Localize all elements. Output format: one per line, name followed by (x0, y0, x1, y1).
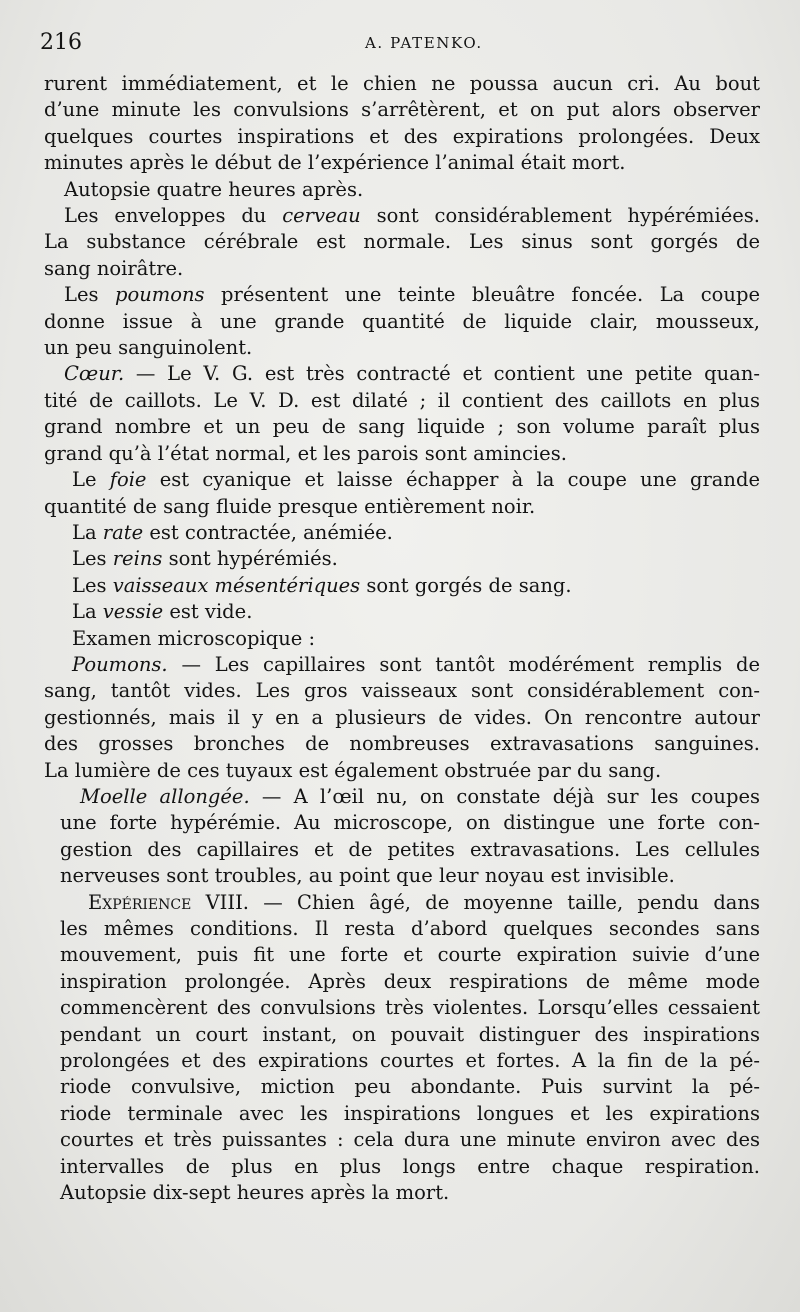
text-line: intervalles de plus en plus longs entre chaque respiration. (60, 1154, 760, 1178)
text-line: tité de caillots. Le V. D. est dilaté ; il contient des caillots en plus (44, 388, 760, 412)
text-line: minutes après le début de l’expérience l’animal était mort. (44, 151, 626, 175)
text-line: les mêmes conditions. Il resta d’abord quelques secondes sans (60, 917, 760, 940)
text-line: d’une minute les convulsions s’arrêtèrent, et on put alors observer (44, 98, 760, 122)
page-header (40, 30, 760, 60)
text-line: Les enveloppes du cerveau sont considérablement hypérémiées. (64, 204, 760, 228)
text-line: rurent immédiatement, et le chien ne poussa aucun cri. Au bout (44, 72, 760, 95)
text-line: Les poumons présentent une teinte bleuâtre foncée. La coupe (64, 283, 761, 307)
text-line: La rate est contractée, anémiée. (72, 520, 393, 544)
text-line: pendant un court instant, on pouvait distinguer des inspirations (60, 1022, 760, 1046)
text-line: riode terminale avec les inspirations longues et les expirations (60, 1101, 760, 1125)
text-line: gestion des capillaires et de petites extravasations. Les cellules (60, 837, 760, 861)
text-line: donne issue à une grande quantité de liquide clair, mousseux, (44, 309, 760, 333)
text-line: La lumière de ces tuyaux est également obstruée par du sang. (44, 758, 662, 782)
italic-term: Cœur. (64, 362, 125, 386)
body-text (44, 71, 760, 1206)
text-line: quantité de sang fluide presque entièrement noir. (44, 494, 536, 518)
text-line: prolongées et des expirations courtes et fortes. A la fin de la pé- (60, 1049, 760, 1073)
page-number: 216 (40, 30, 82, 55)
text-line: Les vaisseaux mésentériques sont gorgés de sang. (72, 573, 572, 597)
italic-term: rate (102, 520, 144, 544)
text-line: Les reins sont hypérémiés. (72, 547, 338, 571)
italic-term: Moelle allongée. (80, 784, 250, 808)
text-line: Autopsie quatre heures après. (64, 177, 364, 201)
text-line: Poumons. — Les capillaires sont tantôt modérément remplis de (72, 652, 760, 676)
italic-term: Poumons. (72, 652, 168, 676)
italic-term: cerveau (282, 204, 361, 228)
italic-term: foie (109, 468, 147, 492)
text-line: riode convulsive, miction peu abondante. Puis survint la pé- (60, 1075, 760, 1099)
text-line: Examen microscopique : (72, 626, 316, 650)
italic-term: vessie (102, 600, 164, 624)
text-line: sang noirâtre. (44, 256, 184, 280)
text-line: courtes et très puissantes : cela dura une minute environ avec des (60, 1128, 760, 1152)
text-line: inspiration prolongée. Après deux respirations de même mode (60, 969, 760, 993)
text-line: des grosses bronches de nombreuses extravasations sanguines. (44, 732, 760, 756)
experiment-heading: Expérience VIII. (88, 890, 249, 914)
text-line: Expérience VIII. — Chien âgé, de moyenne taille, pendu dans (88, 890, 761, 914)
text-line: nerveuses sont troubles, au point que leur noyau est invisible. (60, 864, 675, 888)
text-line: Moelle allongée. — A l’œil nu, on constate déjà sur les coupes (80, 784, 760, 808)
text-line: Autopsie dix-sept heures après la mort. (60, 1181, 450, 1205)
italic-term: reins (112, 547, 163, 571)
running-head: A. PATENKO. (365, 34, 483, 52)
text-line: quelques courtes inspirations et des expirations prolongées. Deux (44, 124, 760, 148)
text-line: un peu sanguinolent. (44, 336, 253, 360)
text-line: grand nombre et un peu de sang liquide ; son volume paraît plus (44, 415, 760, 439)
text-line: grand qu’à l’état normal, et les parois sont amincies. (44, 441, 567, 465)
text-line: une forte hypérémie. Au microscope, on distingue une forte con- (60, 811, 760, 835)
text-line: Cœur. — Le V. G. est très contracté et contient une petite quan- (64, 362, 760, 386)
italic-term: vaisseaux mésentériques (112, 573, 361, 597)
text-line: sang, tantôt vides. Les gros vaisseaux sont considérablement con- (44, 679, 760, 703)
text-line: La substance cérébrale est normale. Les sinus sont gorgés de (44, 230, 760, 254)
text-line: gestionnés, mais il y en a plusieurs de vides. On rencontre autour (44, 705, 760, 729)
text-line: Le foie est cyanique et laisse échapper à la coupe une grande (72, 468, 760, 492)
text-line: mouvement, puis fit une forte et courte expiration suivie d’une (60, 943, 760, 967)
italic-term: poumons (114, 283, 205, 307)
text-line: commencèrent des convulsions très violentes. Lorsqu’elles cessaient (60, 996, 760, 1020)
text-line: La vessie est vide. (72, 600, 253, 624)
